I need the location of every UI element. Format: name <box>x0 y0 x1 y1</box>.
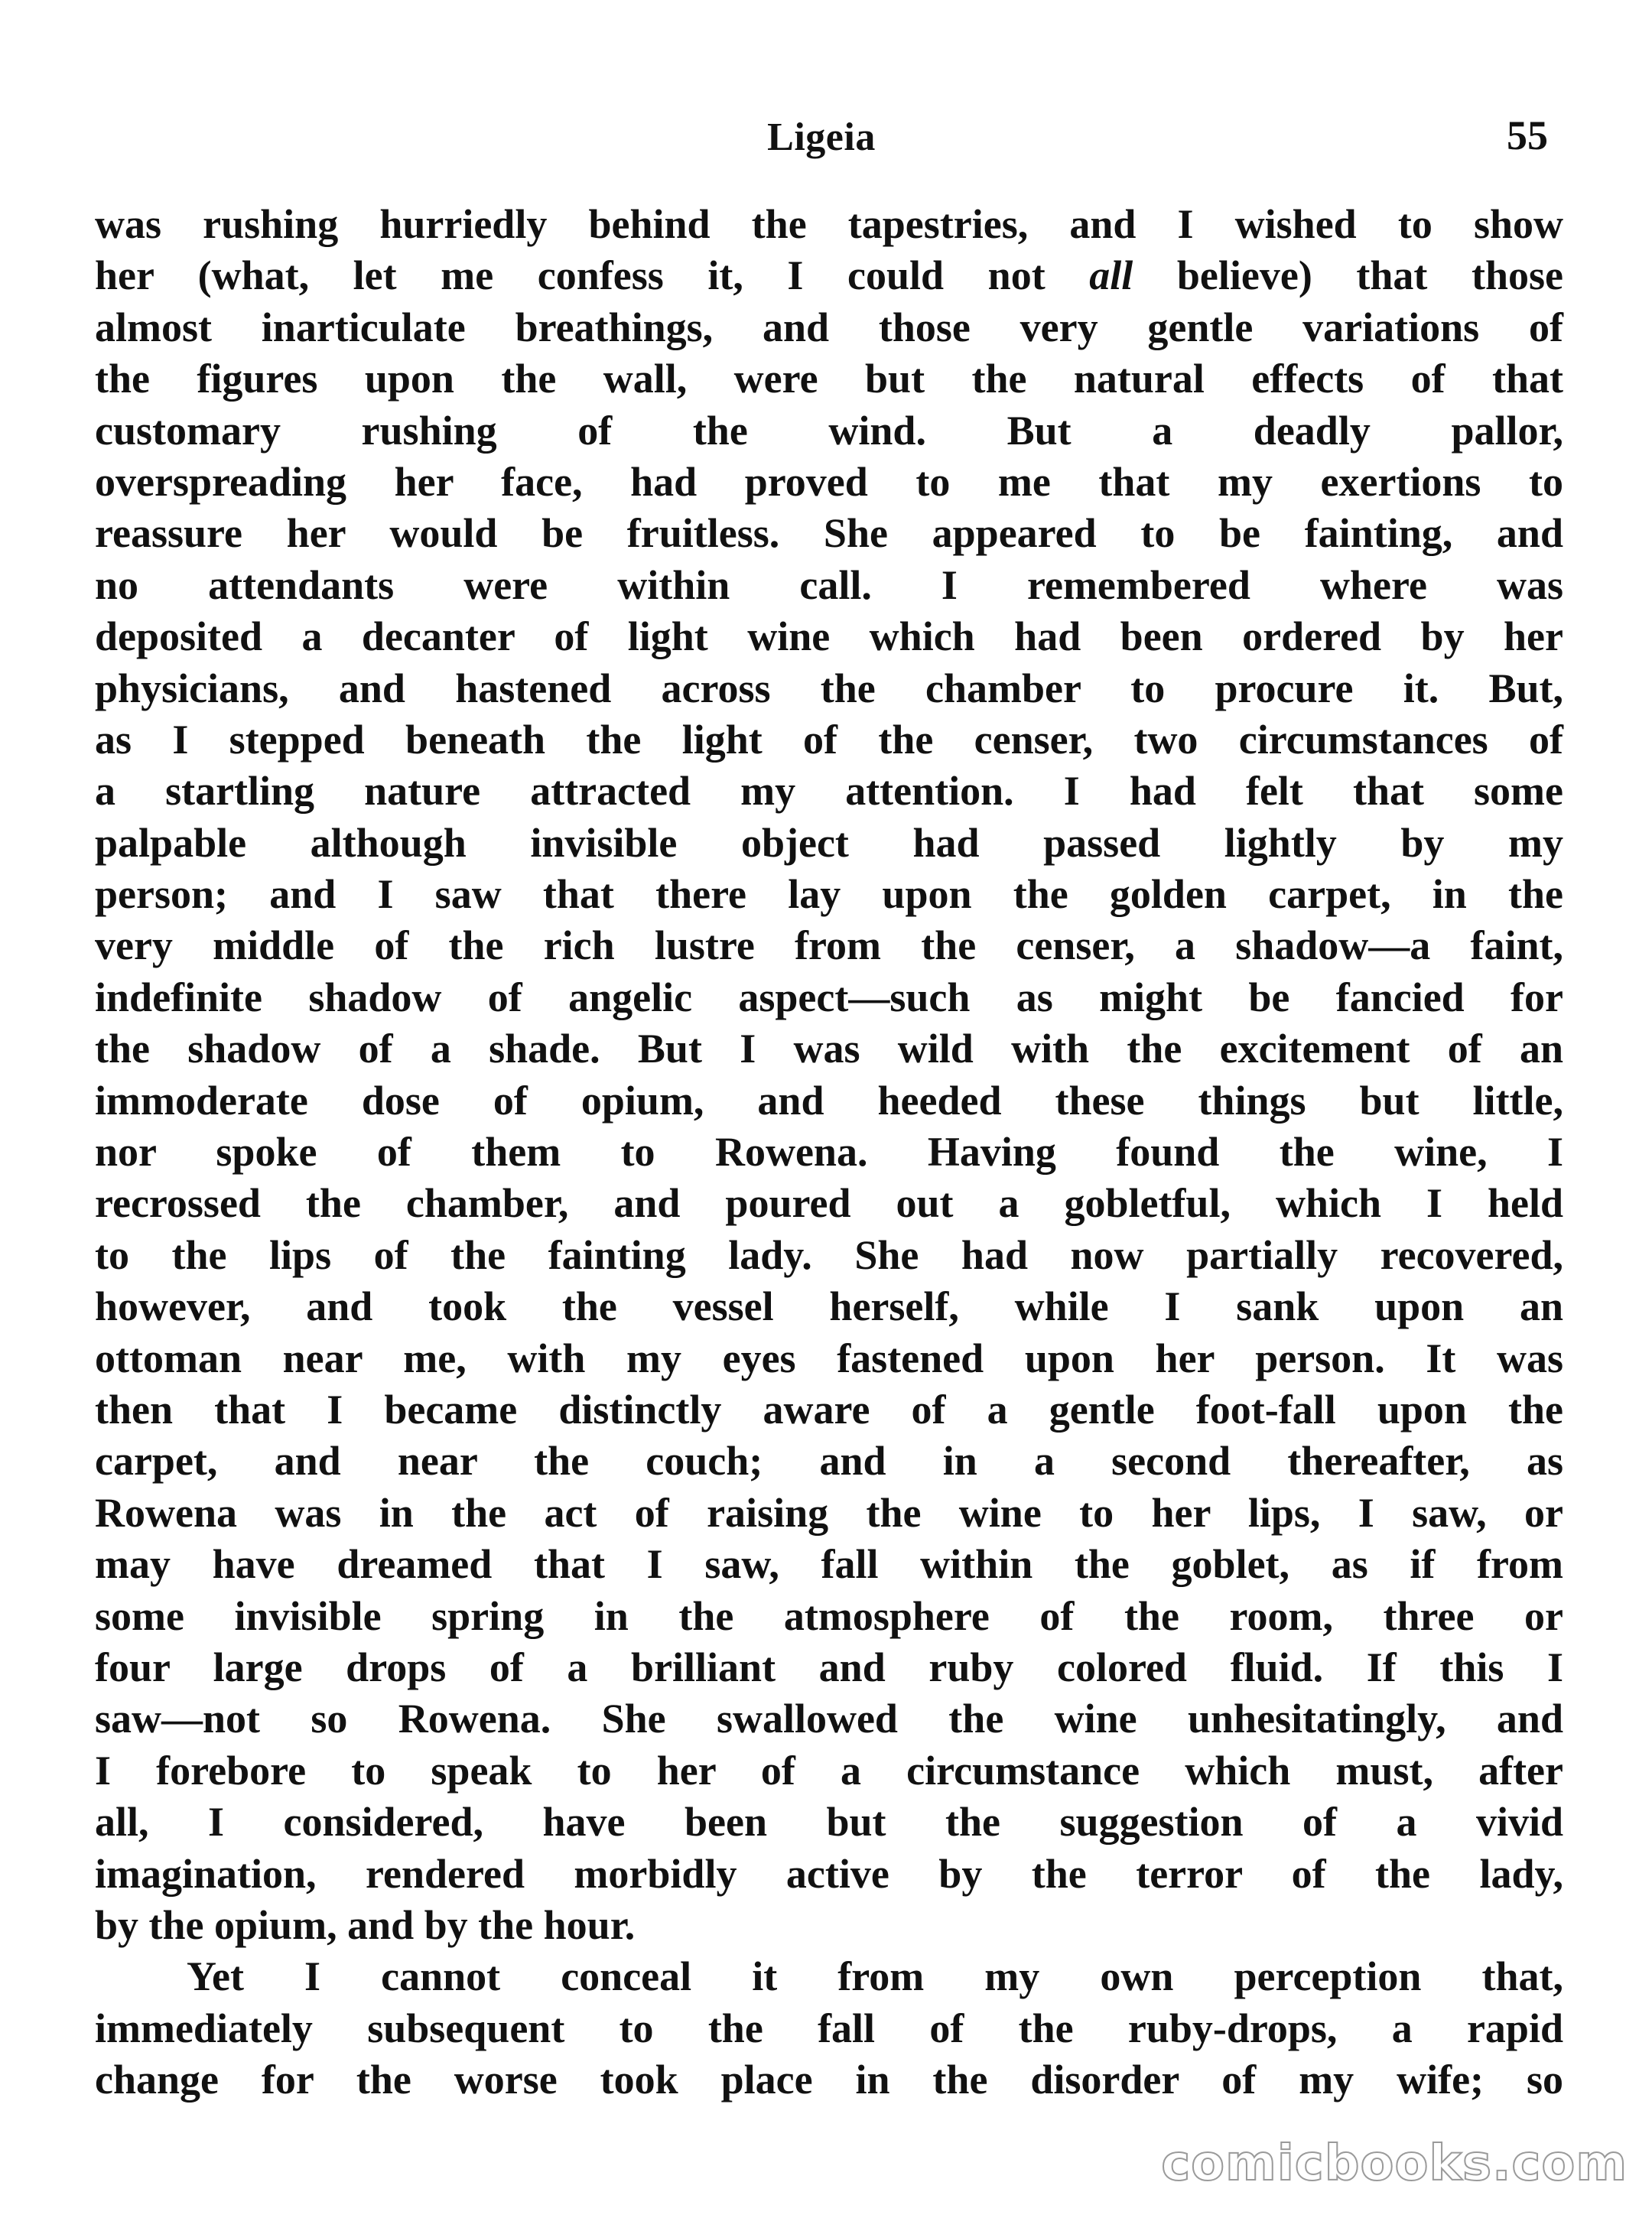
text-line: imagination, rendered morbidly active by the terror of the lady, <box>95 1850 1563 1897</box>
chapter-title: Ligeia <box>767 115 876 159</box>
text-line: however, and took the vessel herself, while I sank upon an <box>95 1283 1563 1330</box>
text-line: her (what, let me confess it, I could not all believe) that those <box>95 252 1564 299</box>
text-line: change for the worse took place in the disorder of my wife; so <box>95 2057 1563 2103</box>
text-line: a startling nature attracted my attention. I had felt that some <box>95 768 1563 815</box>
text-line: nor spoke of them to Rowena. Having found the wine, I <box>95 1129 1563 1176</box>
paragraph-end-line: by the opium, and by the hour. <box>95 1901 636 1948</box>
text-line: all, I considered, have been but the suggestion of a vivid <box>95 1799 1563 1846</box>
text-line: may have dreamed that I saw, fall within the goblet, as if from <box>95 1541 1563 1588</box>
text-line: reassure her would be fruitless. She appeared to be fainting, and <box>95 510 1563 557</box>
text-line: some invisible spring in the atmosphere of the room, three or <box>95 1592 1563 1639</box>
text-line: Rowena was in the act of raising the wine to her lips, I saw, or <box>95 1489 1563 1536</box>
text-line: customary rushing of the wind. But a deadly pallor, <box>95 407 1563 454</box>
text-line: almost inarticulate breathings, and those very gentle variations of <box>95 304 1563 350</box>
text-line: then that I became distinctly aware of a gentle foot-fall upon the <box>95 1386 1563 1433</box>
text-line: to the lips of the fainting lady. She had now partially recovered, <box>95 1231 1563 1278</box>
site-watermark: comicbooks.com <box>1161 2135 1628 2192</box>
text-line: the shadow of a shade. But I was wild with the excitement of an <box>95 1026 1563 1072</box>
text-line: immediately subsequent to the fall of the ruby-drops, a rapid <box>95 2005 1563 2051</box>
text-line: as I stepped beneath the light of the censer, two circumstances of <box>95 716 1563 763</box>
emphasis: all <box>1089 252 1133 299</box>
text-line: saw—not so Rowena. She swallowed the wine unhesitatingly, and <box>95 1696 1563 1742</box>
text-line: overspreading her face, had proved to me that my exertions to <box>95 458 1563 505</box>
body-text <box>95 199 1563 2106</box>
text-line: the figures upon the wall, were but the natural effects of that <box>95 356 1563 402</box>
text-line: immoderate dose of opium, and heeded these things but little, <box>95 1077 1563 1124</box>
text-line: was rushing hurriedly behind the tapestries, and I wished to show <box>95 201 1563 247</box>
text-line: recrossed the chamber, and poured out a gobletful, which I held <box>95 1180 1563 1227</box>
text-line: four large drops of a brilliant and ruby colored fluid. If this I <box>95 1644 1563 1690</box>
text-line: no attendants were within call. I remembered where was <box>95 561 1563 608</box>
page-number: 55 <box>1507 112 1548 158</box>
text-line: physicians, and hastened across the chamber to procure it. But, <box>95 665 1563 711</box>
text-line: person; and I saw that there lay upon the golden carpet, in the <box>95 871 1563 918</box>
text-line: ottoman near me, with my eyes fastened upon her person. It was <box>95 1335 1563 1381</box>
paragraph-start-line: Yet I cannot conceal it from my own perception that, <box>187 1953 1563 2000</box>
text-line: palpable although invisible object had passed lightly by my <box>95 819 1563 866</box>
text-line: indefinite shadow of angelic aspect—such as might be fancied for <box>95 974 1563 1020</box>
text-line: very middle of the rich lustre from the censer, a shadow—a faint, <box>95 922 1563 969</box>
running-head <box>95 112 1548 168</box>
text-line: I forebore to speak to her of a circumstance which must, after <box>95 1747 1563 1794</box>
text-line: deposited a decanter of light wine which had been ordered by her <box>95 613 1563 660</box>
text-line: carpet, and near the couch; and in a second thereafter, as <box>95 1438 1563 1485</box>
